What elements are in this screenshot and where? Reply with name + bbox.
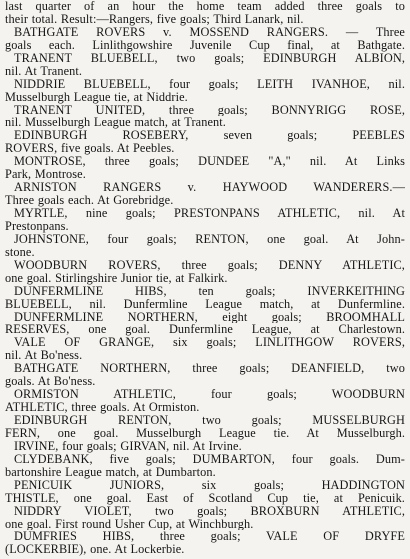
- text-line: Park, Montrose.: [5, 168, 86, 182]
- text-line: nil. At Tranent.: [5, 64, 83, 78]
- text-line: one goal. Stirlingshire Junior tie, at Falkirk.: [5, 271, 228, 285]
- text-line: RESERVES, one goal. Dunfermline League, at Charlestown.: [5, 323, 405, 337]
- text-line: PENICUIK JUNIORS, six goals; HADDINGTON: [14, 478, 405, 492]
- text-line: FERN, one goal. Musselburgh League tie. At Musselburgh.: [5, 426, 405, 440]
- text-line: (LOCKERBIE), one. At Lockerbie.: [5, 543, 185, 557]
- text-line: ORMISTON ATHLETIC, four goals; WOODBURN: [14, 388, 405, 402]
- text-line: EDINBURGH RENTON, two goals; MUSSELBURGH: [14, 414, 405, 427]
- text-line: TRANENT UNITED, three goals; BONNYRIGG ROSE,: [14, 103, 405, 117]
- text-line: last quarter of an hour the home team added three goals to: [5, 0, 405, 13]
- text-line: Musselburgh League tie, at Niddrie.: [5, 90, 188, 104]
- text-line: stone.: [5, 245, 35, 259]
- text-line: NIDDRIE BLUEBELL, four goals; LEITH IVANHOE, nil.: [14, 77, 405, 91]
- text-line: ATHLETIC, three goals. At Ormiston.: [5, 401, 200, 414]
- text-line: THISTLE, one goal. East of Scotland Cup tie, at Penicuik.: [5, 491, 405, 505]
- text-line: WOODBURN ROVERS, three goals; DENNY ATHLETIC,: [14, 258, 405, 272]
- text-line: MYRTLE, nine goals; PRESTONPANS ATHLETIC, nil. At: [14, 207, 405, 220]
- text-line: DUNFERMLINE HIBS, ten goals; INVERKEITHING: [14, 284, 405, 298]
- text-line: MONTROSE, three goals; DUNDEE "A," nil. At Links: [14, 155, 405, 169]
- text-line: their total. Result:—Rangers, five goals; Third Lanark, nil.: [5, 12, 304, 26]
- text-line: ARNISTON RANGERS v. HAYWOOD WANDERERS.—: [14, 181, 405, 195]
- text-line: goals each. Linlithgowshire Juvenile Cup final, at Bathgate.: [5, 38, 405, 52]
- text-line: EDINBURGH ROSEBERY, seven goals; PEEBLES: [14, 129, 405, 143]
- text-line: BLUEBELL, nil. Dunfermline League match, at Dunfermline.: [5, 297, 405, 311]
- text-line: BATHGATE ROVERS v. MOSSEND RANGERS. — Three: [14, 25, 405, 39]
- text-line: Prestonpans.: [5, 219, 69, 233]
- text-line: ROVERS, five goals. At Peebles.: [5, 142, 175, 156]
- text-line: DUNFERMLINE NORTHERN, eight goals; BROOMHALL: [14, 310, 405, 324]
- text-line: bartonshire League match, at Dumbarton.: [5, 465, 216, 479]
- text-line: one goal. First round Usher Cup, at Winchburgh.: [5, 517, 254, 531]
- text-line: JOHNSTONE, four goals; RENTON, one goal. At John-: [14, 232, 405, 246]
- text-line: CLYDEBANK, five goals; DUMBARTON, four goals. Dum-: [14, 452, 405, 466]
- text-line: nil. Musselburgh League match, at Tranent.: [5, 116, 226, 130]
- football-results-column: [5, 0, 405, 556]
- text-line: Three goals each. At Gorebridge.: [5, 194, 174, 207]
- text-line: VALE OF GRANGE, six goals; LINLITHGOW ROVERS,: [14, 336, 405, 350]
- text-line: DUMFRIES HIBS, three goals; VALE OF DRYFE: [14, 530, 405, 544]
- text-line: NIDDRY VIOLET, two goals; BROXBURN ATHLETIC,: [14, 504, 405, 518]
- text-line: IRVINE, four goals; GIRVAN, nil. At Irvine.: [14, 439, 242, 453]
- text-line: goals. At Bo'ness.: [5, 375, 96, 389]
- text-line: nil. At Bo'ness.: [5, 349, 83, 363]
- text-line: TRANENT BLUEBELL, two goals; EDINBURGH ALBION,: [14, 51, 405, 65]
- text-line: BATHGATE NORTHERN, three goals; DEANFIELD, two: [14, 362, 405, 376]
